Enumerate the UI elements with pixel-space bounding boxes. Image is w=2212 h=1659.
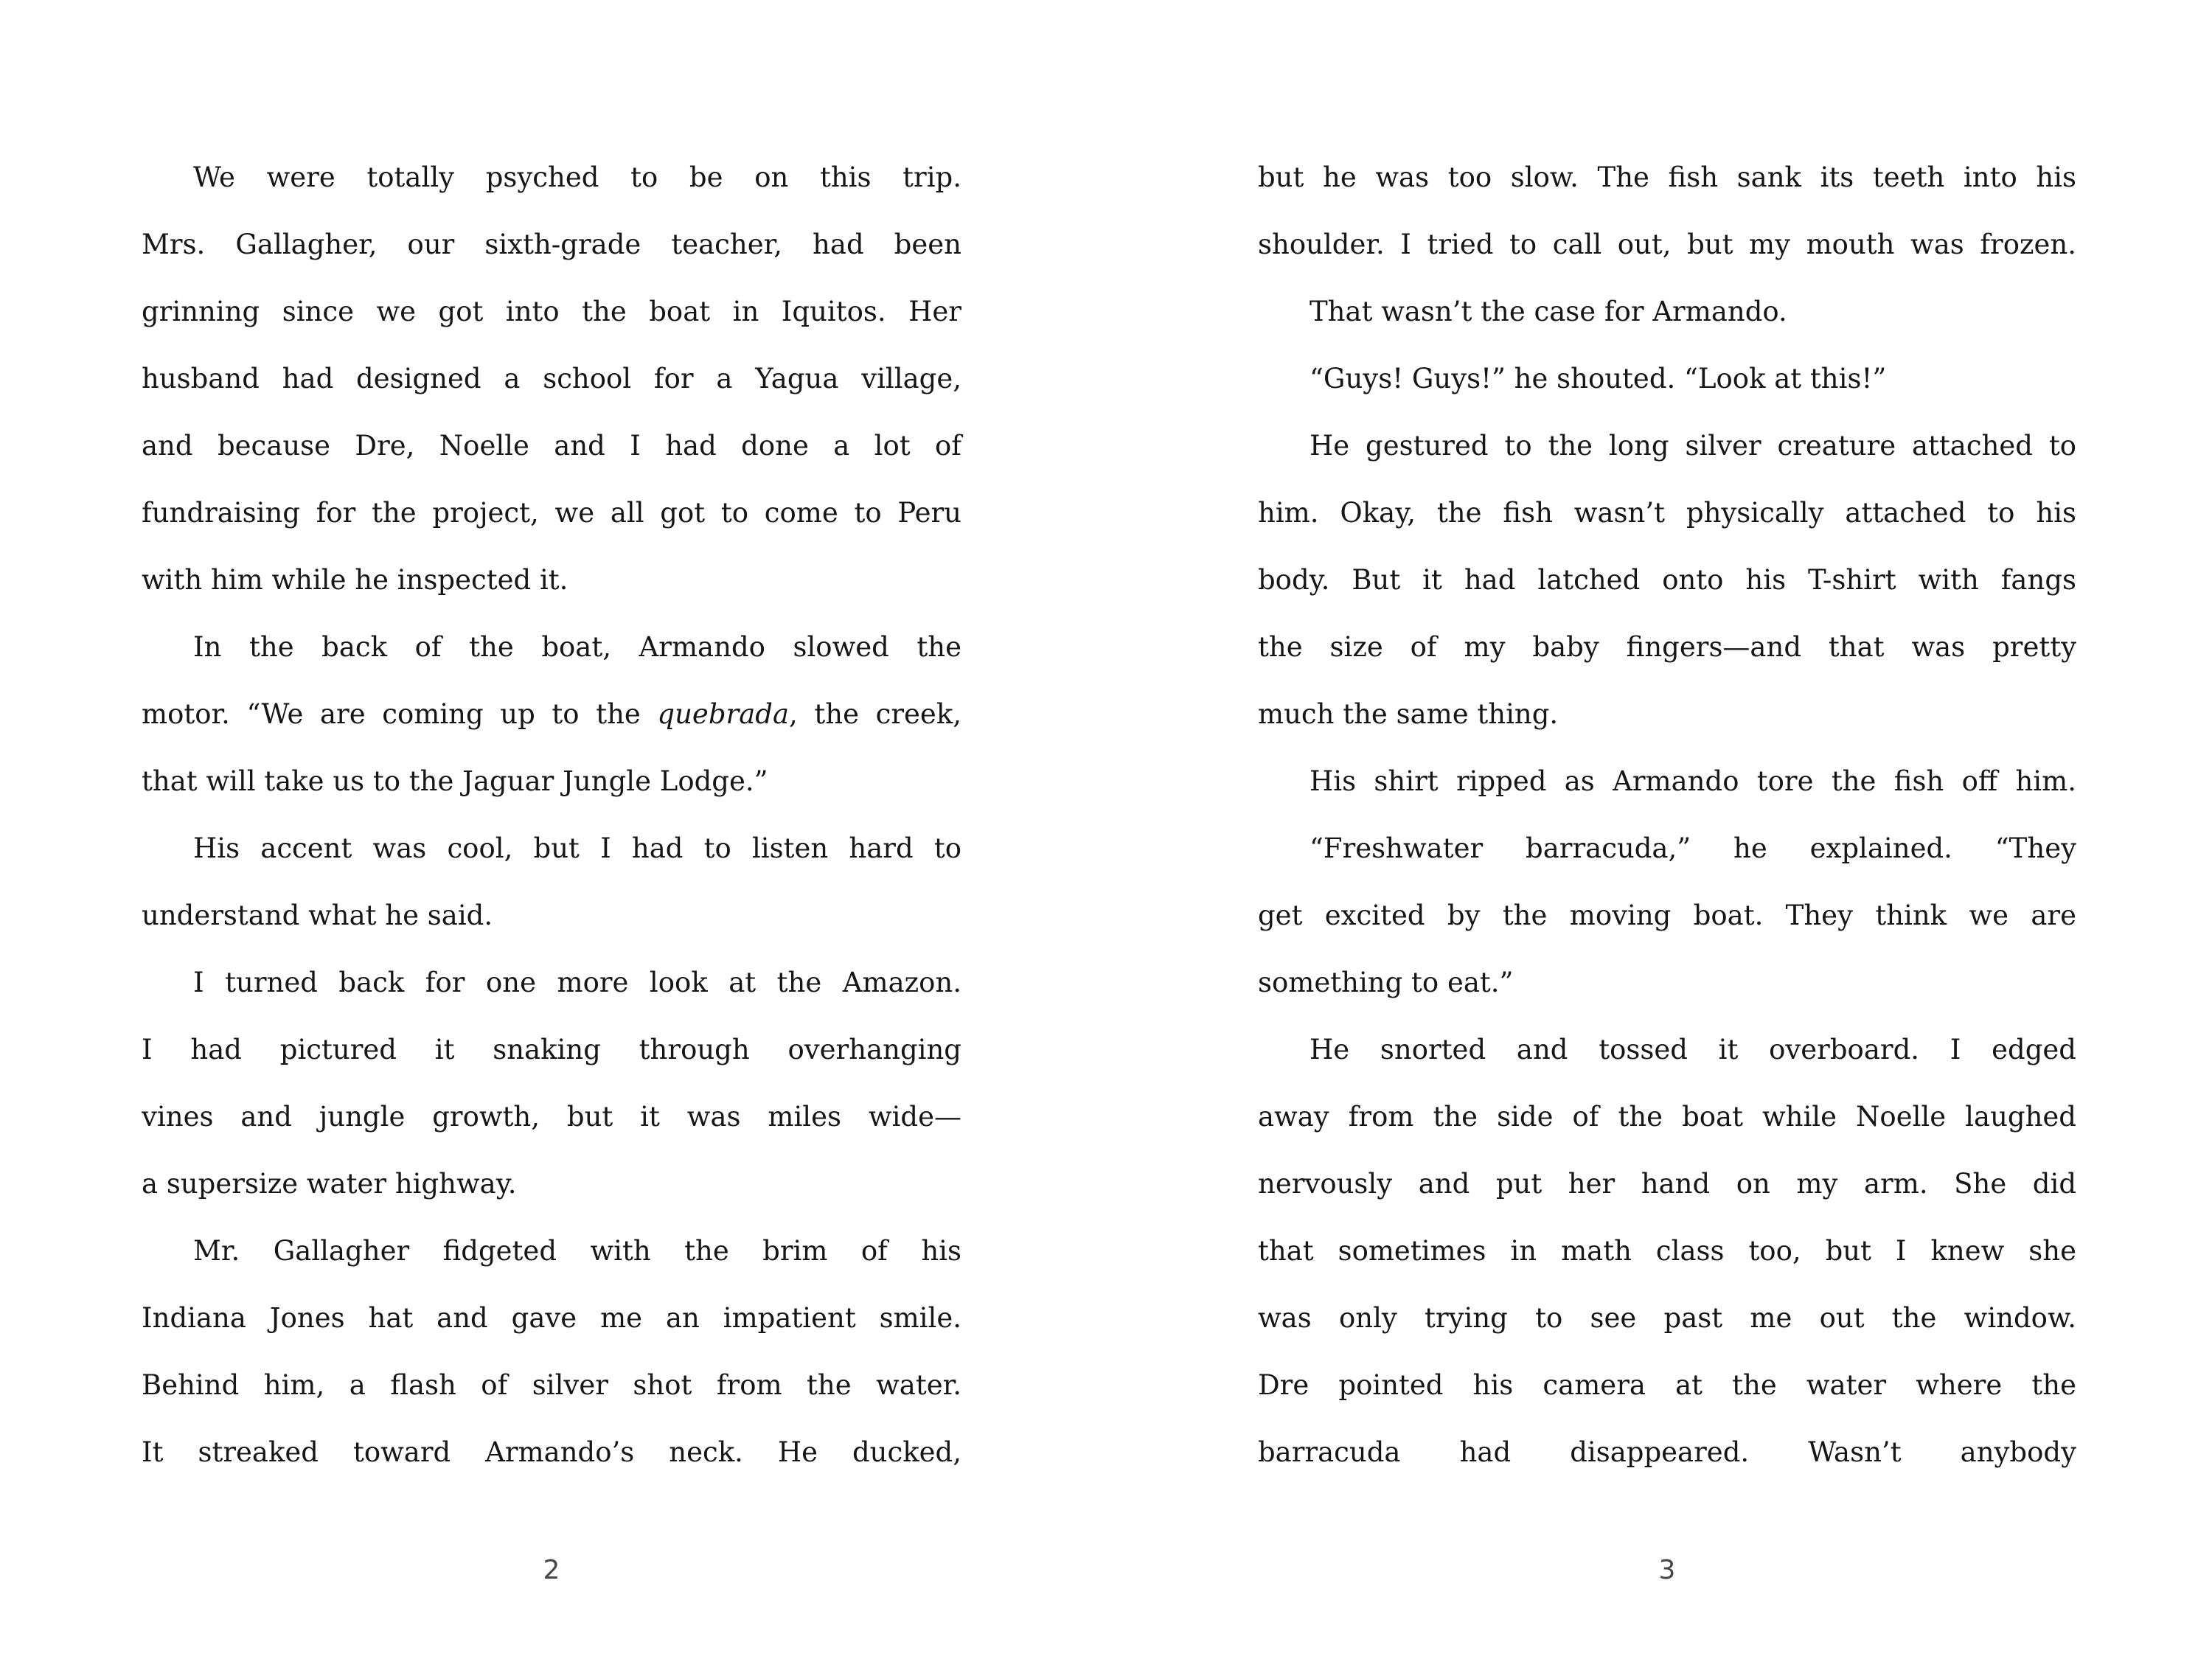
text-line: but he was too slow. The fish sank its teeth into his [1258, 161, 2076, 193]
text-line: away from the side of the boat while Noelle laughed [1258, 1101, 2076, 1133]
text-line: that will take us to the Jaguar Jungle Lodge.” [142, 765, 768, 797]
text-line: “Freshwater barracuda,” he explained. “They [1310, 832, 2076, 864]
text-line: Behind him, a flash of silver shot from the water. [142, 1369, 961, 1401]
page-number: 3 [1658, 1555, 1676, 1585]
text-line: get excited by the moving boat. They think we are [1258, 900, 2076, 931]
text-line: body. But it had latched onto his T-shirt with fangs [1258, 564, 2076, 596]
text-line: I turned back for one more look at the Amazon. [193, 967, 961, 998]
paragraph [1258, 345, 2076, 412]
text-line: Mrs. Gallagher, our sixth-grade teacher, had been [142, 229, 961, 260]
page-number: 2 [543, 1555, 560, 1585]
text-line: That wasn’t the case for Armando. [1310, 296, 1787, 327]
text-line: In the back of the boat, Armando slowed the [193, 631, 961, 663]
text-line: was only trying to see past me out the window. [1258, 1302, 2076, 1334]
text-line: understand what he said. [142, 900, 493, 931]
text-line: with him while he inspected it. [142, 564, 568, 596]
paragraph [1258, 144, 2076, 278]
paragraph [142, 613, 961, 815]
text-line: His shirt ripped as Armando tore the fish off him. [1310, 765, 2076, 797]
text-line: fundraising for the project, we all got to come to Peru [142, 497, 961, 529]
text-line: vines and jungle growth, but it was miles wide— [142, 1101, 961, 1133]
text-line: Mr. Gallagher fidgeted with the brim of his [193, 1235, 961, 1267]
text-line: and because Dre, Noelle and I had done a lot of [142, 430, 961, 462]
paragraph [1258, 1016, 2076, 1486]
text-line: barracuda had disappeared. Wasn’t anybody [1258, 1436, 2076, 1468]
paragraph [142, 1217, 961, 1486]
page-3 [1258, 144, 2076, 1659]
paragraph [1258, 748, 2076, 815]
text-line: It streaked toward Armando’s neck. He ducked, [142, 1436, 961, 1468]
paragraph [1258, 278, 2076, 345]
text-block [1258, 144, 2076, 1486]
text-line: He snorted and tossed it overboard. I edged [1310, 1034, 2076, 1065]
text-line: husband had designed a school for a Yagua village, [142, 363, 961, 394]
text-line: something to eat.” [1258, 967, 1514, 998]
text-line: him. Okay, the fish wasn’t physically attached to his [1258, 497, 2076, 529]
text-line: We were totally psyched to be on this trip. [193, 161, 961, 193]
paragraph [142, 949, 961, 1217]
text-line: a supersize water highway. [142, 1168, 517, 1200]
text-line: Indiana Jones hat and gave me an impatient smile. [142, 1302, 961, 1334]
paragraph [1258, 815, 2076, 1016]
text-line: nervously and put her hand on my arm. She did [1258, 1168, 2076, 1200]
text-line: the size of my baby fingers—and that was pretty [1258, 631, 2076, 663]
text-line: grinning since we got into the boat in Iquitos. Her [142, 296, 961, 327]
text-line: “Guys! Guys!” he shouted. “Look at this!” [1310, 363, 1887, 394]
page-2 [142, 144, 961, 1659]
text-line: motor. “We are coming up to the quebrada, the creek, [142, 698, 961, 730]
text-line: shoulder. I tried to call out, but my mouth was frozen. [1258, 229, 2076, 260]
text-line: much the same thing. [1258, 698, 1559, 730]
paragraph [142, 815, 961, 949]
paragraph [142, 144, 961, 613]
text-line: His accent was cool, but I had to listen hard to [193, 832, 961, 864]
text-line: Dre pointed his camera at the water where the [1258, 1369, 2076, 1401]
text-block [142, 144, 961, 1486]
text-line: that sometimes in math class too, but I knew she [1258, 1235, 2076, 1267]
text-line: He gestured to the long silver creature attached to [1310, 430, 2076, 462]
paragraph [1258, 412, 2076, 748]
text-line: I had pictured it snaking through overhanging [142, 1034, 961, 1065]
